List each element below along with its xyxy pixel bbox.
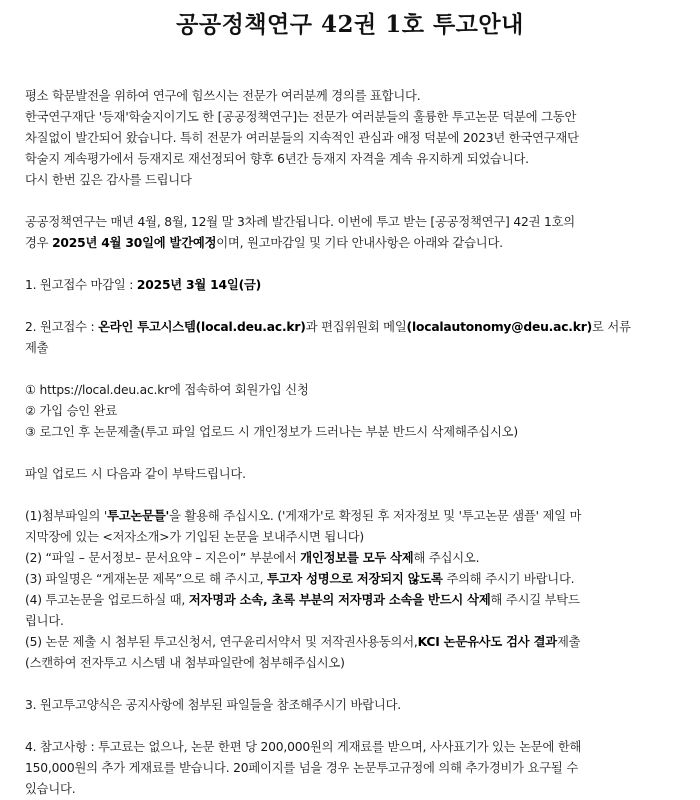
rule-item [25,548,685,569]
deadline-item [25,275,685,296]
rule-item: 립니다. [25,614,64,628]
upload-intro: 파일 업로드 시 다음과 같이 부탁드립니다. [25,467,246,481]
intro-line: 공공정책연구는 매년 4월, 8월, 12월 말 3차례 발간됩니다. 이번에 투고 받는 [공공정책연구] 42권 1호의 [25,215,575,229]
steps-list [25,380,685,443]
rule-item [25,506,685,527]
step-item: ② 가입 승인 완료 [25,404,118,418]
reference-line: 있습니다. [25,782,76,796]
rule-item [25,632,685,653]
intro-text: 이며, 원고마감일 및 기타 안내사항은 아래와 같습니다. [216,236,503,250]
rule-item [25,590,685,611]
submission-label: 2. 원고접수 : [25,320,99,334]
submission-line: 제출 [25,341,49,355]
rule-text: (5) 논문 제출 시 첨부된 투고신청서, 연구윤리서약서 및 저작권사용동의서, [25,635,418,649]
rule-text: 을 활용해 주십시오. ('게재가'로 확정된 후 저자정보 및 '투고논문 샘플' 제일 마 [169,509,582,523]
step-item: ③ 로그인 후 논문제출(투고 파일 업로드 시 개인정보가 드러나는 부분 반드시 삭제해주십시오) [25,425,518,439]
rule-text: (2) “파일 – 문서정보– 문서요약 – 지은이” 부분에서 [25,551,301,565]
greeting-line: 평소 학문발전을 위하여 연구에 힘쓰시는 전문가 여러분께 경의를 표합니다. [25,89,421,103]
intro-line [25,233,685,254]
rule-emphasis: KCI 논문유사도 검사 결과 [417,635,557,649]
rule-emphasis: 저자명과 소속, 초록 부분의 저자명과 소속을 반드시 삭제 [188,593,491,607]
rule-emphasis: 개인정보를 모두 삭제 [300,551,414,565]
document-title: 공공정책연구 42권 1호 투고안내 [176,11,524,38]
submission-email: (localautonomy@deu.ac.kr) [406,320,593,334]
publication-date: 2025년 4월 30일에 발간예정 [52,236,217,250]
greeting-section [25,86,685,191]
submission-text: 로 서류 [592,320,631,334]
rule-text: (3) 파일명은 “게재논문 제목”으로 해 주시고, [25,572,267,586]
rule-item: (스캔하여 전자투고 시스템 내 첨부파일란에 첨부해주십시오) [25,656,345,670]
reference-section [25,737,685,800]
format-note: 3. 원고투고양식은 공지사항에 첨부된 파일들을 참조해주시기 바랍니다. [25,698,401,712]
submission-section [25,317,685,359]
intro-section [25,212,685,254]
deadline-label: 1. 원고접수 마감일 : [25,278,137,292]
submission-line [25,317,685,338]
step-item: ① https://local.deu.ac.kr에 접속하여 회원가입 신청 [25,383,309,397]
greeting-line: 한국연구재단 '등재'학술지이기도 한 [공공정책연구]는 전문가 여러분들의 훌륭한 투고논문 덕분에 그동안 [25,110,577,124]
rule-text: (4) 투고논문을 업로드하실 때, [25,593,189,607]
submission-text: 과 편집위원회 메일 [305,320,407,334]
greeting-line: 다시 한번 깊은 감사를 드립니다 [25,173,192,187]
rule-text: 제출 [556,635,581,649]
rule-emphasis: 투고자 성명으로 저장되지 않도록 [266,572,443,586]
deadline-date: 2025년 3월 14일(금) [136,278,262,292]
rule-item: 지막장에 있는 <저자소개>가 기입된 논문을 보내주시면 됩니다) [25,530,365,544]
upload-rules [25,506,685,674]
reference-line: 150,000원의 추가 게재료를 받습니다. 20페이지를 넘을 경우 논문투고규정에 의해 추가경비가 요구될 수 [25,761,578,775]
rule-text: 해 주십시오. [413,551,480,565]
document-body [25,86,685,800]
submission-system: 온라인 투고시스템(local.deu.ac.kr) [98,320,306,334]
reference-line: 4. 참고사항 : 투고료는 없으나, 논문 한편 당 200,000원의 게재료를 받으며, 사사표기가 있는 논문에 한해 [25,740,582,754]
rule-text: 주의해 주시기 바랍니다. [442,572,575,586]
rule-text: (1)첨부파일의 ' [25,509,108,523]
rule-text: 해 주시길 부탁드 [490,593,580,607]
intro-text: 경우 [25,236,53,250]
greeting-line: 학술지 계속평가에서 등재지로 재선정되어 향후 6년간 등재지 자격을 계속 유지하게 되었습니다. [25,152,529,166]
greeting-line: 차질없이 발간되어 왔습니다. 특히 전문가 여러분들의 지속적인 관심과 애정 덕분에 2023년 한국연구재단 [25,131,579,145]
rule-emphasis: 투고논문틀' [107,509,170,523]
rule-item [25,569,685,590]
